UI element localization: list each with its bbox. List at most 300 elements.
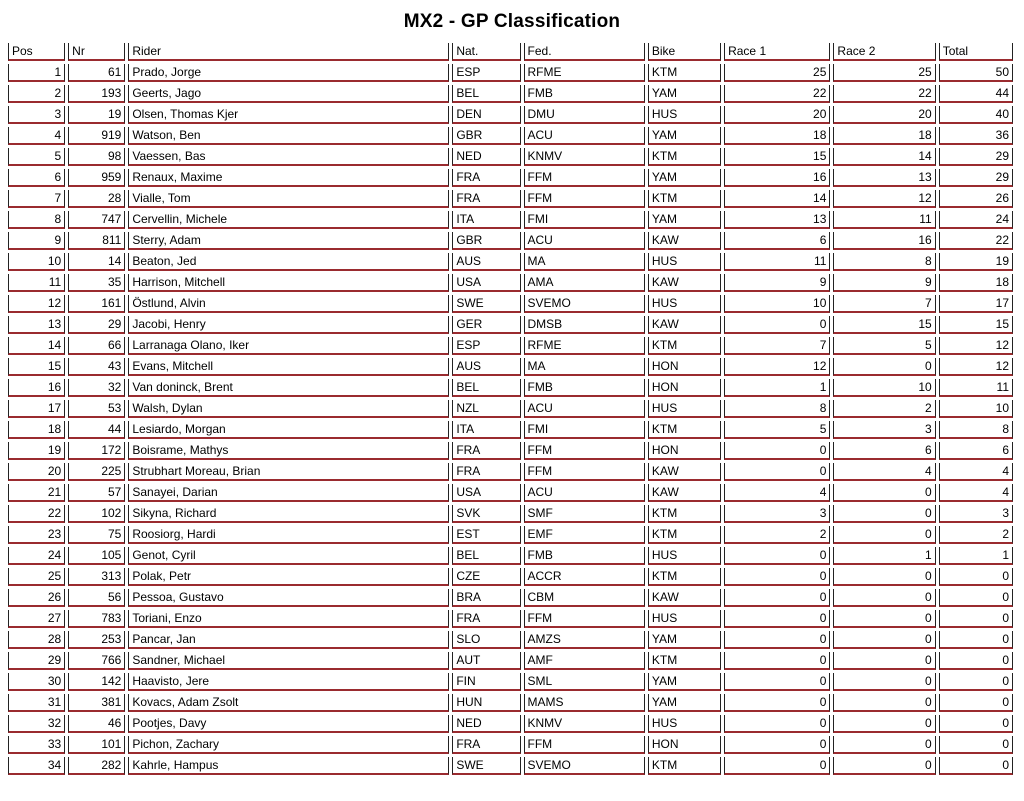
- cell-nr: 225: [68, 463, 125, 481]
- cell-pos: 20: [8, 463, 65, 481]
- cell-pos: 34: [8, 757, 65, 775]
- cell-pos: 4: [8, 127, 65, 145]
- cell-total: 4: [939, 484, 1013, 502]
- cell-rider: Vaessen, Bas: [128, 148, 449, 166]
- cell-bike: KTM: [648, 337, 721, 355]
- cell-total: 0: [939, 673, 1013, 691]
- cell-race2: 1: [833, 547, 935, 565]
- cell-pos: 16: [8, 379, 65, 397]
- cell-nr: 161: [68, 295, 125, 313]
- cell-race2: 10: [833, 379, 935, 397]
- cell-nat: SWE: [452, 757, 520, 775]
- cell-total: 26: [939, 190, 1013, 208]
- cell-rider: Walsh, Dylan: [128, 400, 449, 418]
- cell-race1: 18: [724, 127, 830, 145]
- cell-pos: 7: [8, 190, 65, 208]
- cell-total: 10: [939, 400, 1013, 418]
- cell-race1: 8: [724, 400, 830, 418]
- cell-pos: 12: [8, 295, 65, 313]
- cell-rider: Vialle, Tom: [128, 190, 449, 208]
- cell-race1: 0: [724, 652, 830, 670]
- cell-total: 0: [939, 694, 1013, 712]
- cell-total: 1: [939, 547, 1013, 565]
- cell-race1: 10: [724, 295, 830, 313]
- cell-nr: 75: [68, 526, 125, 544]
- cell-nr: 61: [68, 64, 125, 82]
- cell-nat: BEL: [452, 379, 520, 397]
- cell-race2: 15: [833, 316, 935, 334]
- cell-total: 44: [939, 85, 1013, 103]
- cell-nat: BRA: [452, 589, 520, 607]
- cell-nat: SWE: [452, 295, 520, 313]
- cell-pos: 30: [8, 673, 65, 691]
- cell-fed: SVEMO: [524, 295, 645, 313]
- cell-bike: YAM: [648, 631, 721, 649]
- table-row: [8, 148, 1013, 166]
- cell-race1: 3: [724, 505, 830, 523]
- cell-pos: 22: [8, 505, 65, 523]
- cell-race2: 0: [833, 673, 935, 691]
- cell-pos: 2: [8, 85, 65, 103]
- cell-fed: FFM: [524, 610, 645, 628]
- cell-race2: 4: [833, 463, 935, 481]
- cell-nr: 57: [68, 484, 125, 502]
- col-header-nr: Nr: [68, 43, 125, 61]
- cell-race1: 12: [724, 358, 830, 376]
- col-header-fed: Fed.: [524, 43, 645, 61]
- table-row: [8, 232, 1013, 250]
- cell-rider: Olsen, Thomas Kjer: [128, 106, 449, 124]
- cell-nat: EST: [452, 526, 520, 544]
- table-row: [8, 757, 1013, 775]
- cell-nat: FRA: [452, 610, 520, 628]
- table-row: [8, 673, 1013, 691]
- cell-race2: 0: [833, 505, 935, 523]
- cell-rider: Jacobi, Henry: [128, 316, 449, 334]
- cell-total: 4: [939, 463, 1013, 481]
- header-row: [8, 43, 1013, 61]
- cell-rider: Kahrle, Hampus: [128, 757, 449, 775]
- cell-total: 8: [939, 421, 1013, 439]
- cell-bike: HON: [648, 736, 721, 754]
- cell-rider: Van doninck, Brent: [128, 379, 449, 397]
- cell-bike: HON: [648, 442, 721, 460]
- cell-bike: KTM: [648, 652, 721, 670]
- cell-fed: EMF: [524, 526, 645, 544]
- cell-rider: Evans, Mitchell: [128, 358, 449, 376]
- cell-race2: 14: [833, 148, 935, 166]
- cell-fed: KNMV: [524, 715, 645, 733]
- cell-fed: ACU: [524, 232, 645, 250]
- cell-total: 0: [939, 757, 1013, 775]
- cell-fed: FFM: [524, 442, 645, 460]
- cell-rider: Renaux, Maxime: [128, 169, 449, 187]
- cell-total: 3: [939, 505, 1013, 523]
- cell-bike: HUS: [648, 253, 721, 271]
- cell-fed: FFM: [524, 463, 645, 481]
- cell-bike: YAM: [648, 673, 721, 691]
- cell-rider: Sanayei, Darian: [128, 484, 449, 502]
- cell-race1: 0: [724, 631, 830, 649]
- cell-race1: 0: [724, 568, 830, 586]
- cell-race2: 0: [833, 358, 935, 376]
- cell-nat: FRA: [452, 190, 520, 208]
- classification-table: [5, 40, 1016, 778]
- cell-rider: Strubhart Moreau, Brian: [128, 463, 449, 481]
- cell-total: 0: [939, 652, 1013, 670]
- cell-race1: 0: [724, 673, 830, 691]
- cell-pos: 18: [8, 421, 65, 439]
- cell-fed: SMF: [524, 505, 645, 523]
- table-row: [8, 547, 1013, 565]
- cell-race1: 0: [724, 316, 830, 334]
- table-row: [8, 442, 1013, 460]
- cell-pos: 11: [8, 274, 65, 292]
- cell-nr: 766: [68, 652, 125, 670]
- table-row: [8, 484, 1013, 502]
- cell-fed: SVEMO: [524, 757, 645, 775]
- cell-rider: Sterry, Adam: [128, 232, 449, 250]
- cell-bike: HUS: [648, 400, 721, 418]
- cell-total: 29: [939, 169, 1013, 187]
- cell-race1: 5: [724, 421, 830, 439]
- cell-total: 0: [939, 736, 1013, 754]
- table-row: [8, 379, 1013, 397]
- cell-nat: ESP: [452, 337, 520, 355]
- cell-nr: 193: [68, 85, 125, 103]
- cell-fed: FMB: [524, 85, 645, 103]
- cell-nat: ITA: [452, 421, 520, 439]
- cell-rider: Pichon, Zachary: [128, 736, 449, 754]
- cell-race1: 22: [724, 85, 830, 103]
- cell-race1: 0: [724, 610, 830, 628]
- cell-pos: 1: [8, 64, 65, 82]
- cell-rider: Boisrame, Mathys: [128, 442, 449, 460]
- cell-nr: 14: [68, 253, 125, 271]
- cell-total: 2: [939, 526, 1013, 544]
- cell-race2: 12: [833, 190, 935, 208]
- cell-bike: YAM: [648, 127, 721, 145]
- cell-nat: USA: [452, 274, 520, 292]
- cell-pos: 26: [8, 589, 65, 607]
- page-title: MX2 - GP Classification: [403, 11, 621, 32]
- cell-fed: AMZS: [524, 631, 645, 649]
- table-row: [8, 610, 1013, 628]
- cell-rider: Harrison, Mitchell: [128, 274, 449, 292]
- cell-nr: 29: [68, 316, 125, 334]
- cell-race2: 2: [833, 400, 935, 418]
- cell-race1: 11: [724, 253, 830, 271]
- cell-nat: HUN: [452, 694, 520, 712]
- col-header-race2: Race 2: [833, 43, 935, 61]
- cell-bike: KTM: [648, 568, 721, 586]
- cell-total: 0: [939, 631, 1013, 649]
- cell-fed: MA: [524, 358, 645, 376]
- cell-nat: SVK: [452, 505, 520, 523]
- cell-rider: Beaton, Jed: [128, 253, 449, 271]
- table-row: [8, 505, 1013, 523]
- cell-nr: 98: [68, 148, 125, 166]
- cell-nat: NZL: [452, 400, 520, 418]
- cell-race2: 25: [833, 64, 935, 82]
- cell-nat: GER: [452, 316, 520, 334]
- table-row: [8, 694, 1013, 712]
- cell-fed: FMI: [524, 421, 645, 439]
- cell-pos: 31: [8, 694, 65, 712]
- cell-nr: 282: [68, 757, 125, 775]
- cell-nr: 19: [68, 106, 125, 124]
- cell-rider: Cervellin, Michele: [128, 211, 449, 229]
- cell-pos: 10: [8, 253, 65, 271]
- cell-race2: 13: [833, 169, 935, 187]
- cell-bike: KAW: [648, 463, 721, 481]
- cell-nat: GBR: [452, 232, 520, 250]
- cell-nat: FRA: [452, 442, 520, 460]
- cell-race1: 9: [724, 274, 830, 292]
- cell-pos: 15: [8, 358, 65, 376]
- cell-nr: 105: [68, 547, 125, 565]
- cell-nr: 747: [68, 211, 125, 229]
- col-header-race1: Race 1: [724, 43, 830, 61]
- table-row: [8, 211, 1013, 229]
- table-row: [8, 169, 1013, 187]
- cell-fed: RFME: [524, 337, 645, 355]
- cell-nr: 253: [68, 631, 125, 649]
- cell-rider: Pootjes, Davy: [128, 715, 449, 733]
- table-row: [8, 652, 1013, 670]
- cell-rider: Sandner, Michael: [128, 652, 449, 670]
- cell-nat: SLO: [452, 631, 520, 649]
- cell-race2: 0: [833, 589, 935, 607]
- cell-race2: 0: [833, 652, 935, 670]
- cell-nat: FIN: [452, 673, 520, 691]
- cell-rider: Larranaga Olano, Iker: [128, 337, 449, 355]
- cell-bike: KAW: [648, 274, 721, 292]
- table-row: [8, 463, 1013, 481]
- cell-race2: 5: [833, 337, 935, 355]
- cell-nr: 919: [68, 127, 125, 145]
- cell-race1: 13: [724, 211, 830, 229]
- cell-race1: 15: [724, 148, 830, 166]
- cell-fed: KNMV: [524, 148, 645, 166]
- cell-nat: FRA: [452, 463, 520, 481]
- table-row: [8, 127, 1013, 145]
- cell-nat: CZE: [452, 568, 520, 586]
- cell-nat: BEL: [452, 547, 520, 565]
- cell-rider: Pessoa, Gustavo: [128, 589, 449, 607]
- cell-pos: 25: [8, 568, 65, 586]
- cell-race1: 0: [724, 736, 830, 754]
- cell-race2: 0: [833, 484, 935, 502]
- cell-nr: 35: [68, 274, 125, 292]
- cell-nat: NED: [452, 148, 520, 166]
- cell-total: 12: [939, 358, 1013, 376]
- cell-race1: 20: [724, 106, 830, 124]
- table-header: [8, 43, 1013, 61]
- cell-race1: 0: [724, 694, 830, 712]
- classification-sheet: [0, 11, 1024, 801]
- cell-nat: GBR: [452, 127, 520, 145]
- cell-nat: USA: [452, 484, 520, 502]
- cell-nat: FRA: [452, 169, 520, 187]
- table-row: [8, 85, 1013, 103]
- cell-pos: 17: [8, 400, 65, 418]
- cell-bike: KTM: [648, 421, 721, 439]
- cell-total: 17: [939, 295, 1013, 313]
- table-row: [8, 274, 1013, 292]
- cell-nr: 101: [68, 736, 125, 754]
- cell-nat: NED: [452, 715, 520, 733]
- cell-nr: 313: [68, 568, 125, 586]
- cell-bike: HON: [648, 358, 721, 376]
- cell-pos: 24: [8, 547, 65, 565]
- table-row: [8, 337, 1013, 355]
- table-row: [8, 421, 1013, 439]
- table-row: [8, 106, 1013, 124]
- cell-rider: Genot, Cyril: [128, 547, 449, 565]
- cell-race2: 22: [833, 85, 935, 103]
- cell-bike: KTM: [648, 148, 721, 166]
- cell-nr: 102: [68, 505, 125, 523]
- col-header-nat: Nat.: [452, 43, 520, 61]
- table-row: [8, 526, 1013, 544]
- cell-fed: ACCR: [524, 568, 645, 586]
- cell-race2: 7: [833, 295, 935, 313]
- table-row: [8, 316, 1013, 334]
- cell-bike: HUS: [648, 610, 721, 628]
- cell-total: 24: [939, 211, 1013, 229]
- cell-total: 0: [939, 610, 1013, 628]
- cell-nr: 46: [68, 715, 125, 733]
- cell-nr: 959: [68, 169, 125, 187]
- cell-bike: HUS: [648, 715, 721, 733]
- cell-race1: 6: [724, 232, 830, 250]
- cell-bike: KTM: [648, 190, 721, 208]
- cell-race2: 0: [833, 631, 935, 649]
- cell-pos: 28: [8, 631, 65, 649]
- cell-fed: AMF: [524, 652, 645, 670]
- cell-rider: Geerts, Jago: [128, 85, 449, 103]
- cell-bike: HON: [648, 379, 721, 397]
- cell-race2: 16: [833, 232, 935, 250]
- cell-race1: 25: [724, 64, 830, 82]
- cell-pos: 9: [8, 232, 65, 250]
- cell-nr: 783: [68, 610, 125, 628]
- cell-total: 18: [939, 274, 1013, 292]
- cell-bike: KTM: [648, 757, 721, 775]
- cell-race1: 0: [724, 547, 830, 565]
- cell-race2: 0: [833, 610, 935, 628]
- cell-fed: ACU: [524, 484, 645, 502]
- cell-race2: 9: [833, 274, 935, 292]
- cell-race2: 3: [833, 421, 935, 439]
- cell-pos: 29: [8, 652, 65, 670]
- cell-rider: Lesiardo, Morgan: [128, 421, 449, 439]
- table-row: [8, 253, 1013, 271]
- cell-fed: FMI: [524, 211, 645, 229]
- cell-total: 0: [939, 568, 1013, 586]
- cell-race1: 2: [724, 526, 830, 544]
- cell-bike: KAW: [648, 589, 721, 607]
- col-header-pos: Pos: [8, 43, 65, 61]
- cell-bike: HUS: [648, 295, 721, 313]
- cell-nr: 66: [68, 337, 125, 355]
- cell-nat: DEN: [452, 106, 520, 124]
- cell-bike: YAM: [648, 169, 721, 187]
- cell-nr: 53: [68, 400, 125, 418]
- cell-race1: 0: [724, 589, 830, 607]
- cell-fed: CBM: [524, 589, 645, 607]
- cell-bike: HUS: [648, 106, 721, 124]
- cell-fed: AMA: [524, 274, 645, 292]
- table-row: [8, 715, 1013, 733]
- cell-race1: 1: [724, 379, 830, 397]
- cell-fed: ACU: [524, 400, 645, 418]
- cell-total: 6: [939, 442, 1013, 460]
- cell-race1: 0: [724, 442, 830, 460]
- cell-pos: 19: [8, 442, 65, 460]
- cell-race2: 11: [833, 211, 935, 229]
- table-body: [8, 64, 1013, 775]
- cell-bike: HUS: [648, 547, 721, 565]
- cell-race2: 0: [833, 526, 935, 544]
- cell-total: 40: [939, 106, 1013, 124]
- cell-pos: 13: [8, 316, 65, 334]
- cell-race2: 0: [833, 736, 935, 754]
- cell-nr: 142: [68, 673, 125, 691]
- cell-bike: KTM: [648, 526, 721, 544]
- cell-pos: 3: [8, 106, 65, 124]
- cell-race2: 8: [833, 253, 935, 271]
- cell-bike: YAM: [648, 211, 721, 229]
- table-row: [8, 400, 1013, 418]
- cell-fed: FFM: [524, 736, 645, 754]
- cell-rider: Prado, Jorge: [128, 64, 449, 82]
- cell-nr: 32: [68, 379, 125, 397]
- cell-nr: 56: [68, 589, 125, 607]
- cell-bike: KTM: [648, 64, 721, 82]
- cell-total: 36: [939, 127, 1013, 145]
- cell-rider: Toriani, Enzo: [128, 610, 449, 628]
- cell-rider: Kovacs, Adam Zsolt: [128, 694, 449, 712]
- cell-nat: AUT: [452, 652, 520, 670]
- cell-total: 11: [939, 379, 1013, 397]
- col-header-total: Total: [939, 43, 1013, 61]
- cell-race1: 14: [724, 190, 830, 208]
- cell-fed: DMSB: [524, 316, 645, 334]
- cell-nat: ITA: [452, 211, 520, 229]
- cell-nr: 28: [68, 190, 125, 208]
- cell-rider: Sikyna, Richard: [128, 505, 449, 523]
- cell-race1: 4: [724, 484, 830, 502]
- cell-pos: 5: [8, 148, 65, 166]
- cell-total: 50: [939, 64, 1013, 82]
- cell-total: 0: [939, 589, 1013, 607]
- cell-race1: 0: [724, 715, 830, 733]
- cell-nat: BEL: [452, 85, 520, 103]
- cell-fed: FFM: [524, 190, 645, 208]
- cell-pos: 21: [8, 484, 65, 502]
- table-row: [8, 589, 1013, 607]
- table-row: [8, 631, 1013, 649]
- cell-total: 12: [939, 337, 1013, 355]
- cell-total: 22: [939, 232, 1013, 250]
- cell-pos: 33: [8, 736, 65, 754]
- cell-total: 15: [939, 316, 1013, 334]
- cell-bike: YAM: [648, 85, 721, 103]
- cell-race2: 0: [833, 568, 935, 586]
- cell-race2: 0: [833, 694, 935, 712]
